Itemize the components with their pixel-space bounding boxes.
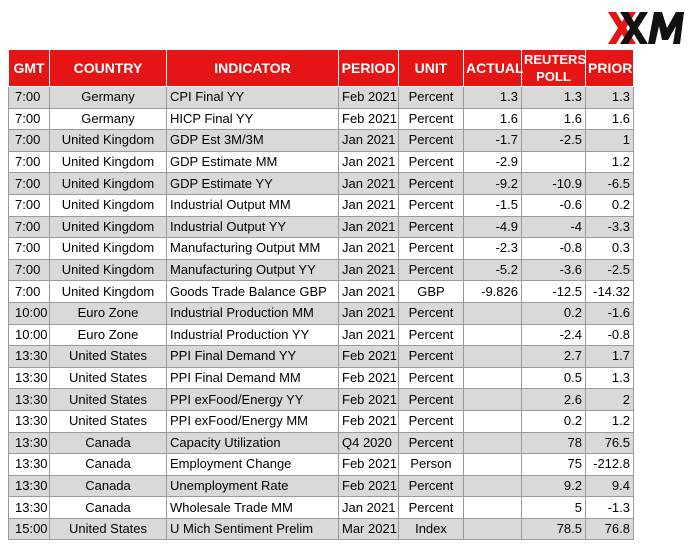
cell-gmt: 13:30 xyxy=(9,475,50,497)
cell-country: United Kingdom xyxy=(50,151,167,173)
header-indicator: INDICATOR xyxy=(167,50,339,87)
cell-prior: -14.32 xyxy=(586,281,634,303)
table-row xyxy=(9,389,634,411)
cell-unit: Percent xyxy=(399,346,464,368)
header-gmt: GMT xyxy=(9,50,50,87)
cell-gmt: 15:00 xyxy=(9,518,50,540)
cell-prior: -1.3 xyxy=(586,497,634,519)
cell-unit: Percent xyxy=(399,497,464,519)
table-row xyxy=(9,497,634,519)
cell-reuters-poll xyxy=(522,151,586,173)
cell-indicator: CPI Final YY xyxy=(167,87,339,109)
cell-actual xyxy=(464,367,522,389)
cell-indicator: PPI exFood/Energy YY xyxy=(167,389,339,411)
cell-unit: Percent xyxy=(399,194,464,216)
header-poll-line2: POLL xyxy=(536,69,571,84)
cell-country: United States xyxy=(50,389,167,411)
cell-prior: -2.5 xyxy=(586,259,634,281)
cell-unit: Percent xyxy=(399,173,464,195)
cell-prior: 1.3 xyxy=(586,87,634,109)
cell-unit: Percent xyxy=(399,410,464,432)
cell-period: Jan 2021 xyxy=(339,281,399,303)
cell-period: Jan 2021 xyxy=(339,151,399,173)
cell-reuters-poll: -10.9 xyxy=(522,173,586,195)
cell-gmt: 13:30 xyxy=(9,497,50,519)
cell-prior: 9.4 xyxy=(586,475,634,497)
cell-indicator: GDP Estimate YY xyxy=(167,173,339,195)
header-poll-line1: REUTERS xyxy=(524,52,587,67)
cell-unit: GBP xyxy=(399,281,464,303)
cell-gmt: 7:00 xyxy=(9,194,50,216)
cell-reuters-poll: 78 xyxy=(522,432,586,454)
cell-country: United States xyxy=(50,518,167,540)
cell-gmt: 7:00 xyxy=(9,259,50,281)
cell-country: Germany xyxy=(50,108,167,130)
table-row xyxy=(9,410,634,432)
cell-prior: 0.3 xyxy=(586,238,634,260)
cell-unit: Percent xyxy=(399,108,464,130)
cell-period: Jan 2021 xyxy=(339,324,399,346)
cell-indicator: HICP Final YY xyxy=(167,108,339,130)
cell-country: United Kingdom xyxy=(50,281,167,303)
cell-indicator: U Mich Sentiment Prelim xyxy=(167,518,339,540)
cell-period: Jan 2021 xyxy=(339,497,399,519)
cell-country: Euro Zone xyxy=(50,324,167,346)
cell-gmt: 13:30 xyxy=(9,432,50,454)
table-row xyxy=(9,324,634,346)
cell-actual xyxy=(464,497,522,519)
xm-logo-mark xyxy=(606,8,688,48)
cell-gmt: 13:30 xyxy=(9,410,50,432)
cell-period: Q4 2020 xyxy=(339,432,399,454)
cell-gmt: 7:00 xyxy=(9,108,50,130)
cell-prior: -212.8 xyxy=(586,454,634,476)
cell-prior: -1.6 xyxy=(586,302,634,324)
cell-gmt: 7:00 xyxy=(9,238,50,260)
cell-reuters-poll: -12.5 xyxy=(522,281,586,303)
header-reuters-poll xyxy=(522,50,586,87)
cell-actual: 1.6 xyxy=(464,108,522,130)
table-row xyxy=(9,454,634,476)
cell-actual: -4.9 xyxy=(464,216,522,238)
cell-indicator: PPI Final Demand MM xyxy=(167,367,339,389)
cell-reuters-poll: 2.7 xyxy=(522,346,586,368)
cell-country: Canada xyxy=(50,475,167,497)
economic-calendar-table xyxy=(8,49,634,540)
cell-indicator: PPI Final Demand YY xyxy=(167,346,339,368)
cell-reuters-poll: -0.6 xyxy=(522,194,586,216)
cell-indicator: Industrial Production MM xyxy=(167,302,339,324)
cell-unit: Index xyxy=(399,518,464,540)
cell-gmt: 7:00 xyxy=(9,151,50,173)
cell-country: United Kingdom xyxy=(50,130,167,152)
cell-unit: Percent xyxy=(399,87,464,109)
cell-gmt: 7:00 xyxy=(9,216,50,238)
cell-country: Canada xyxy=(50,454,167,476)
header-actual: ACTUAL xyxy=(464,50,522,87)
cell-reuters-poll: 78.5 xyxy=(522,518,586,540)
cell-indicator: Industrial Output MM xyxy=(167,194,339,216)
cell-actual xyxy=(464,454,522,476)
cell-actual: -2.3 xyxy=(464,238,522,260)
cell-country: United States xyxy=(50,410,167,432)
cell-reuters-poll: 1.3 xyxy=(522,87,586,109)
cell-prior: 76.5 xyxy=(586,432,634,454)
cell-indicator: Industrial Production YY xyxy=(167,324,339,346)
cell-country: Germany xyxy=(50,87,167,109)
cell-actual xyxy=(464,346,522,368)
cell-period: Mar 2021 xyxy=(339,518,399,540)
cell-unit: Percent xyxy=(399,432,464,454)
cell-prior: -0.8 xyxy=(586,324,634,346)
cell-actual xyxy=(464,324,522,346)
cell-reuters-poll: -4 xyxy=(522,216,586,238)
cell-actual: -1.7 xyxy=(464,130,522,152)
cell-country: United States xyxy=(50,346,167,368)
table-row xyxy=(9,173,634,195)
cell-unit: Percent xyxy=(399,151,464,173)
cell-country: United Kingdom xyxy=(50,194,167,216)
cell-country: Euro Zone xyxy=(50,302,167,324)
cell-indicator: Manufacturing Output YY xyxy=(167,259,339,281)
cell-prior: 1.3 xyxy=(586,367,634,389)
cell-country: United Kingdom xyxy=(50,259,167,281)
cell-gmt: 10:00 xyxy=(9,302,50,324)
cell-period: Jan 2021 xyxy=(339,194,399,216)
cell-country: Canada xyxy=(50,497,167,519)
cell-prior: 76.8 xyxy=(586,518,634,540)
cell-gmt: 7:00 xyxy=(9,130,50,152)
cell-actual: -5.2 xyxy=(464,259,522,281)
cell-period: Feb 2021 xyxy=(339,108,399,130)
cell-actual xyxy=(464,432,522,454)
cell-period: Feb 2021 xyxy=(339,410,399,432)
cell-reuters-poll: 0.2 xyxy=(522,410,586,432)
cell-period: Jan 2021 xyxy=(339,216,399,238)
header-prior: PRIOR xyxy=(586,50,634,87)
cell-indicator: Goods Trade Balance GBP xyxy=(167,281,339,303)
cell-unit: Percent xyxy=(399,216,464,238)
cell-reuters-poll: 2.6 xyxy=(522,389,586,411)
cell-period: Feb 2021 xyxy=(339,389,399,411)
table-row xyxy=(9,367,634,389)
cell-actual xyxy=(464,475,522,497)
cell-prior: 1.2 xyxy=(586,151,634,173)
cell-period: Feb 2021 xyxy=(339,454,399,476)
table-header-row xyxy=(9,50,634,87)
cell-indicator: Capacity Utilization xyxy=(167,432,339,454)
table-row xyxy=(9,194,634,216)
cell-country: United Kingdom xyxy=(50,216,167,238)
table-row xyxy=(9,432,634,454)
cell-gmt: 7:00 xyxy=(9,173,50,195)
cell-prior: -6.5 xyxy=(586,173,634,195)
cell-prior: 1.7 xyxy=(586,346,634,368)
table-row xyxy=(9,346,634,368)
cell-gmt: 13:30 xyxy=(9,454,50,476)
cell-indicator: Employment Change xyxy=(167,454,339,476)
cell-period: Feb 2021 xyxy=(339,367,399,389)
cell-indicator: GDP Est 3M/3M xyxy=(167,130,339,152)
cell-country: United States xyxy=(50,367,167,389)
cell-prior: 1 xyxy=(586,130,634,152)
cell-period: Jan 2021 xyxy=(339,238,399,260)
cell-actual xyxy=(464,302,522,324)
cell-actual: -9.2 xyxy=(464,173,522,195)
cell-gmt: 7:00 xyxy=(9,87,50,109)
cell-period: Feb 2021 xyxy=(339,475,399,497)
cell-gmt: 13:30 xyxy=(9,346,50,368)
header-country: COUNTRY xyxy=(50,50,167,87)
cell-unit: Percent xyxy=(399,475,464,497)
cell-prior: 1.6 xyxy=(586,108,634,130)
cell-gmt: 13:30 xyxy=(9,389,50,411)
cell-indicator: Wholesale Trade MM xyxy=(167,497,339,519)
cell-gmt: 13:30 xyxy=(9,367,50,389)
cell-reuters-poll: 0.2 xyxy=(522,302,586,324)
cell-reuters-poll: -3.6 xyxy=(522,259,586,281)
cell-indicator: GDP Estimate MM xyxy=(167,151,339,173)
cell-actual xyxy=(464,410,522,432)
header-period: PERIOD xyxy=(339,50,399,87)
cell-reuters-poll: 5 xyxy=(522,497,586,519)
cell-gmt: 7:00 xyxy=(9,281,50,303)
table-row xyxy=(9,108,634,130)
cell-reuters-poll: -0.8 xyxy=(522,238,586,260)
cell-unit: Percent xyxy=(399,302,464,324)
cell-country: United Kingdom xyxy=(50,173,167,195)
cell-actual: 1.3 xyxy=(464,87,522,109)
cell-country: Canada xyxy=(50,432,167,454)
cell-period: Jan 2021 xyxy=(339,130,399,152)
cell-actual xyxy=(464,518,522,540)
cell-prior: 1.2 xyxy=(586,410,634,432)
cell-indicator: Manufacturing Output MM xyxy=(167,238,339,260)
cell-unit: Percent xyxy=(399,130,464,152)
cell-actual: -2.9 xyxy=(464,151,522,173)
cell-unit: Percent xyxy=(399,389,464,411)
cell-reuters-poll: 1.6 xyxy=(522,108,586,130)
header-unit: UNIT xyxy=(399,50,464,87)
cell-country: United Kingdom xyxy=(50,238,167,260)
cell-reuters-poll: 9.2 xyxy=(522,475,586,497)
cell-period: Jan 2021 xyxy=(339,259,399,281)
cell-reuters-poll: 0.5 xyxy=(522,367,586,389)
table-row xyxy=(9,151,634,173)
table-row xyxy=(9,216,634,238)
cell-prior: -3.3 xyxy=(586,216,634,238)
cell-prior: 0.2 xyxy=(586,194,634,216)
table-row xyxy=(9,87,634,109)
cell-unit: Percent xyxy=(399,367,464,389)
cell-period: Feb 2021 xyxy=(339,87,399,109)
cell-reuters-poll: -2.4 xyxy=(522,324,586,346)
cell-unit: Percent xyxy=(399,259,464,281)
table-row xyxy=(9,475,634,497)
table-row xyxy=(9,259,634,281)
cell-actual xyxy=(464,389,522,411)
cell-unit: Percent xyxy=(399,238,464,260)
cell-reuters-poll: -2.5 xyxy=(522,130,586,152)
cell-period: Jan 2021 xyxy=(339,302,399,324)
xm-logo-m xyxy=(648,12,684,44)
cell-period: Feb 2021 xyxy=(339,346,399,368)
cell-indicator: PPI exFood/Energy MM xyxy=(167,410,339,432)
cell-unit: Percent xyxy=(399,324,464,346)
cell-indicator: Industrial Output YY xyxy=(167,216,339,238)
cell-prior: 2 xyxy=(586,389,634,411)
xm-logo xyxy=(606,8,688,48)
table-row xyxy=(9,518,634,540)
cell-unit: Person xyxy=(399,454,464,476)
table-row xyxy=(9,238,634,260)
table-row xyxy=(9,302,634,324)
cell-reuters-poll: 75 xyxy=(522,454,586,476)
table-row xyxy=(9,130,634,152)
cell-actual: -9.826 xyxy=(464,281,522,303)
cell-period: Jan 2021 xyxy=(339,173,399,195)
cell-gmt: 10:00 xyxy=(9,324,50,346)
cell-indicator: Unemployment Rate xyxy=(167,475,339,497)
table-row xyxy=(9,281,634,303)
cell-actual: -1.5 xyxy=(464,194,522,216)
